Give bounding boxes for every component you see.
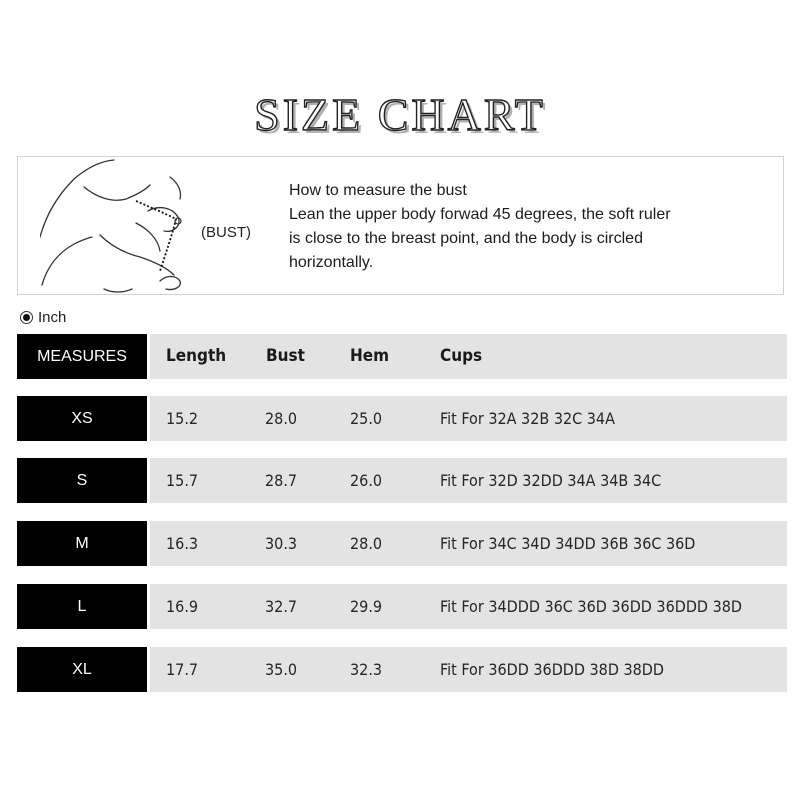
page-title: SIZE CHART — [254, 89, 546, 140]
table-row — [17, 647, 787, 692]
measures-header: MEASURES — [17, 334, 147, 379]
bust-value: 35.0 — [265, 660, 298, 679]
length-value: 17.7 — [166, 660, 199, 679]
radio-selected-icon[interactable] — [20, 311, 33, 324]
bust-value: 30.3 — [265, 534, 298, 553]
cups-value: Fit For 32D 32DD 34A 34B 34C — [440, 471, 662, 490]
bust-value: 28.7 — [265, 471, 298, 490]
length-value: 16.9 — [166, 597, 199, 616]
cups-value: Fit For 32A 32B 32C 34A — [440, 409, 615, 428]
size-label: L — [17, 584, 147, 629]
length-value: 15.2 — [166, 409, 199, 428]
bust-value: 28.0 — [265, 409, 298, 428]
size-label: M — [17, 521, 147, 566]
cups-value: Fit For 34DDD 36C 36D 36DD 36DDD 38D — [440, 597, 742, 616]
size-label: XS — [17, 396, 147, 441]
hem-value: 25.0 — [350, 409, 383, 428]
measure-instructions-panel — [17, 156, 784, 295]
table-header-row — [17, 334, 787, 379]
size-label: S — [17, 458, 147, 503]
table-row — [17, 458, 787, 503]
table-row — [17, 396, 787, 441]
bust-label: (BUST) — [201, 224, 251, 241]
hem-header: Hem — [350, 346, 390, 366]
size-label: XL — [17, 647, 147, 692]
length-header: Length — [166, 346, 227, 366]
length-value: 16.3 — [166, 534, 199, 553]
measure-instructions — [289, 179, 759, 275]
unit-selector[interactable] — [20, 307, 66, 327]
table-row — [17, 521, 787, 566]
cups-value: Fit For 36DD 36DDD 38D 38DD — [440, 660, 664, 679]
unit-label: Inch — [38, 308, 67, 326]
instruction-line: Lean the upper body forwad 45 degrees, the soft ruler — [289, 206, 671, 223]
hem-value: 29.9 — [350, 597, 383, 616]
bust-measure-illustration — [40, 157, 210, 295]
cups-header: Cups — [440, 346, 483, 366]
instruction-line: horizontally. — [289, 254, 374, 271]
hem-value: 26.0 — [350, 471, 383, 490]
instruction-line: is close to the breast point, and the body is circled — [289, 230, 643, 247]
bust-header: Bust — [266, 346, 305, 366]
instruction-line: How to measure the bust — [289, 182, 467, 199]
cups-value: Fit For 34C 34D 34DD 36B 36C 36D — [440, 534, 696, 553]
hem-value: 32.3 — [350, 660, 383, 679]
hem-value: 28.0 — [350, 534, 383, 553]
length-value: 15.7 — [166, 471, 199, 490]
table-row — [17, 584, 787, 629]
bust-value: 32.7 — [265, 597, 298, 616]
